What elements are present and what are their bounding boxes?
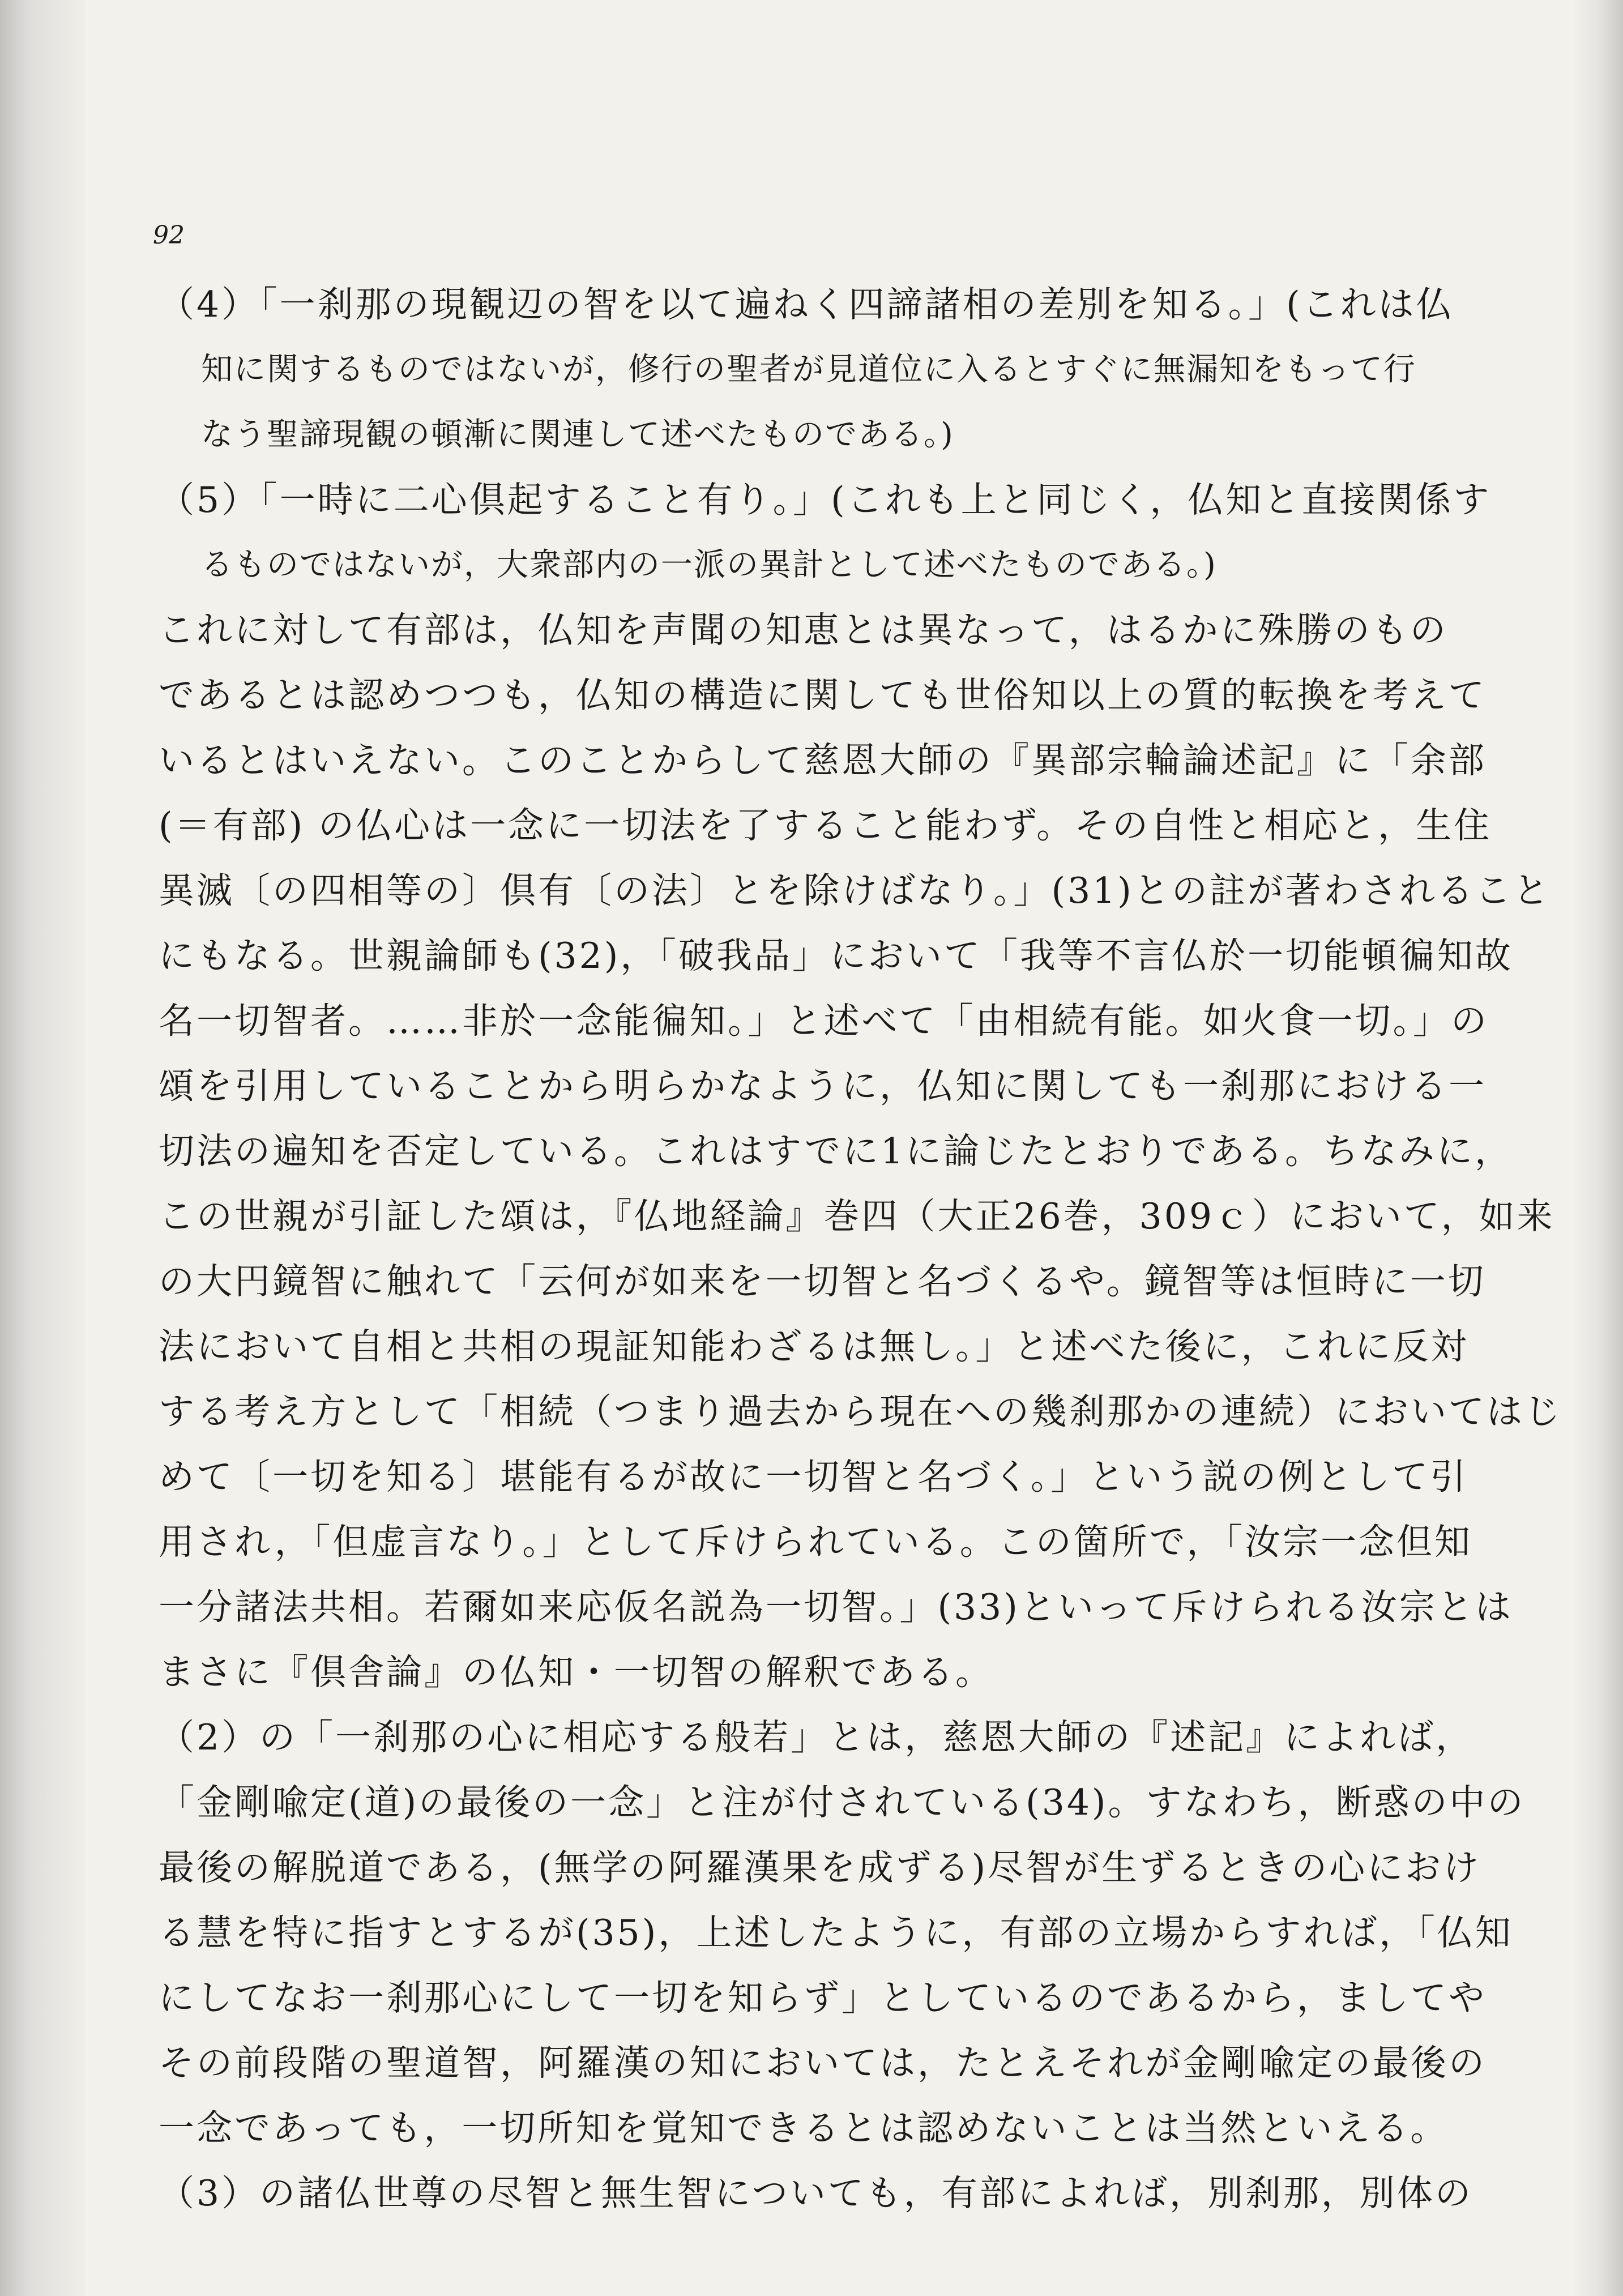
text-line: （2）の「一刹那の心に相応する般若」とは，慈恩大師の『述記』によれば， [159,1717,1474,1758]
text-line: この世親が引証した頌は，『仏地経論』巻四（大正26巻，309ｃ）において，如来 [159,1196,1555,1237]
text-line: であるとは認めつつも，仏知の構造に関しても世俗知以上の質的転換を考えて [159,675,1487,716]
text-line: 「金剛喩定(道)の最後の一念」と注が付されている(34)。すなわち，断惑の中の [159,1782,1526,1823]
text-line: るものではないが，大衆部内の一派の異計として述べたものである。) [201,547,1217,583]
text-line: 一分諸法共相。若爾如来応仮名説為一切智。」(33)といって斥けられる汝宗とは [159,1586,1513,1628]
page-number: 92 [153,221,185,250]
text-line: 異滅〔の四相等の〕倶有〔の法〕とを除けばなり。」(31)との註が著わされること [159,870,1551,911]
text-line: する考え方として「相続（つまり過去から現在への幾刹那かの連続）においてはじ [159,1391,1562,1432]
text-line: 用され，「但虚言なり。」として斥けられている。この箇所で，「汝宗一念但知 [159,1521,1473,1563]
text-line: る慧を特に指すとするが(35)，上述したように，有部の立場からすれば，「仏知 [159,1912,1513,1953]
text-line: 切法の遍知を否定している。これはすでに1に論じたとおりである。ちなみに， [159,1130,1513,1172]
text-line: 最後の解脱道である，(無学の阿羅漢果を成ずる)尽智が生ずるときの心におけ [159,1847,1481,1888]
text-line: 名一切智者。……非於一念能徧知。」と述べて「由相続有能。如火食一切。」の [159,1000,1489,1042]
text-line: （3）の諸仏世尊の尽智と無生智についても，有部によれば，別刹那，別体の [159,2173,1473,2214]
text-line: まさに『倶舎論』の仏知・一切智の解釈である。 [159,1651,993,1693]
scan-shadow-right [1572,0,1623,2296]
body-text [159,272,1562,2226]
text-line: （4）「一刹那の現観辺の智を以て遍ねく四諦諸相の差別を知る。」(これは仏 [159,284,1454,325]
text-line: にもなる。世親論師も(32)，「破我品」において「我等不言仏於一切能頓徧知故 [159,935,1513,976]
text-line: 知に関するものではないが，修行の聖者が見道位に入るとすぐに無漏知をもって行 [201,351,1416,388]
scan-shadow-left [0,0,85,2296]
text-line: にしてなお一刹那心にして一切を知らず」としているのであるから，ましてや [159,1977,1487,2018]
text-line: なう聖諦現観の頓漸に関連して述べたものである。) [201,416,954,453]
text-line: の大円鏡智に触れて「云何が如来を一切智と名づくるや。鏡智等は恒時に一切 [159,1261,1486,1302]
text-line: その前段階の聖道智，阿羅漢の知においては，たとえそれが金剛喩定の最後の [159,2042,1487,2084]
text-line: (＝有部) の仏心は一念に一切法を了すること能わず。その自性と相応と，生住 [159,805,1492,846]
text-line: 法において自相と共相の現証知能わざるは無し。」と述べた後に，これに反対 [159,1326,1469,1367]
text-line: めて〔一切を知る〕堪能有るが故に一切智と名づく。」という説の例として引 [159,1456,1468,1497]
text-line: いるとはいえない。このことからして慈恩大師の『異部宗輪論述記』に「余部 [159,740,1487,781]
text-line: 頌を引用していることから明らかなように，仏知に関しても一刹那における一 [159,1065,1487,1107]
text-line: これに対して有部は，仏知を声聞の知恵とは異なって，はるかに殊勝のもの [159,609,1448,651]
text-line: 一念であっても，一切所知を覚知できるとは認めないことは当然といえる。 [159,2107,1449,2149]
text-line: （5）「一時に二心倶起すること有り。」(これも上と同じく，仏知と直接関係す [159,479,1492,520]
